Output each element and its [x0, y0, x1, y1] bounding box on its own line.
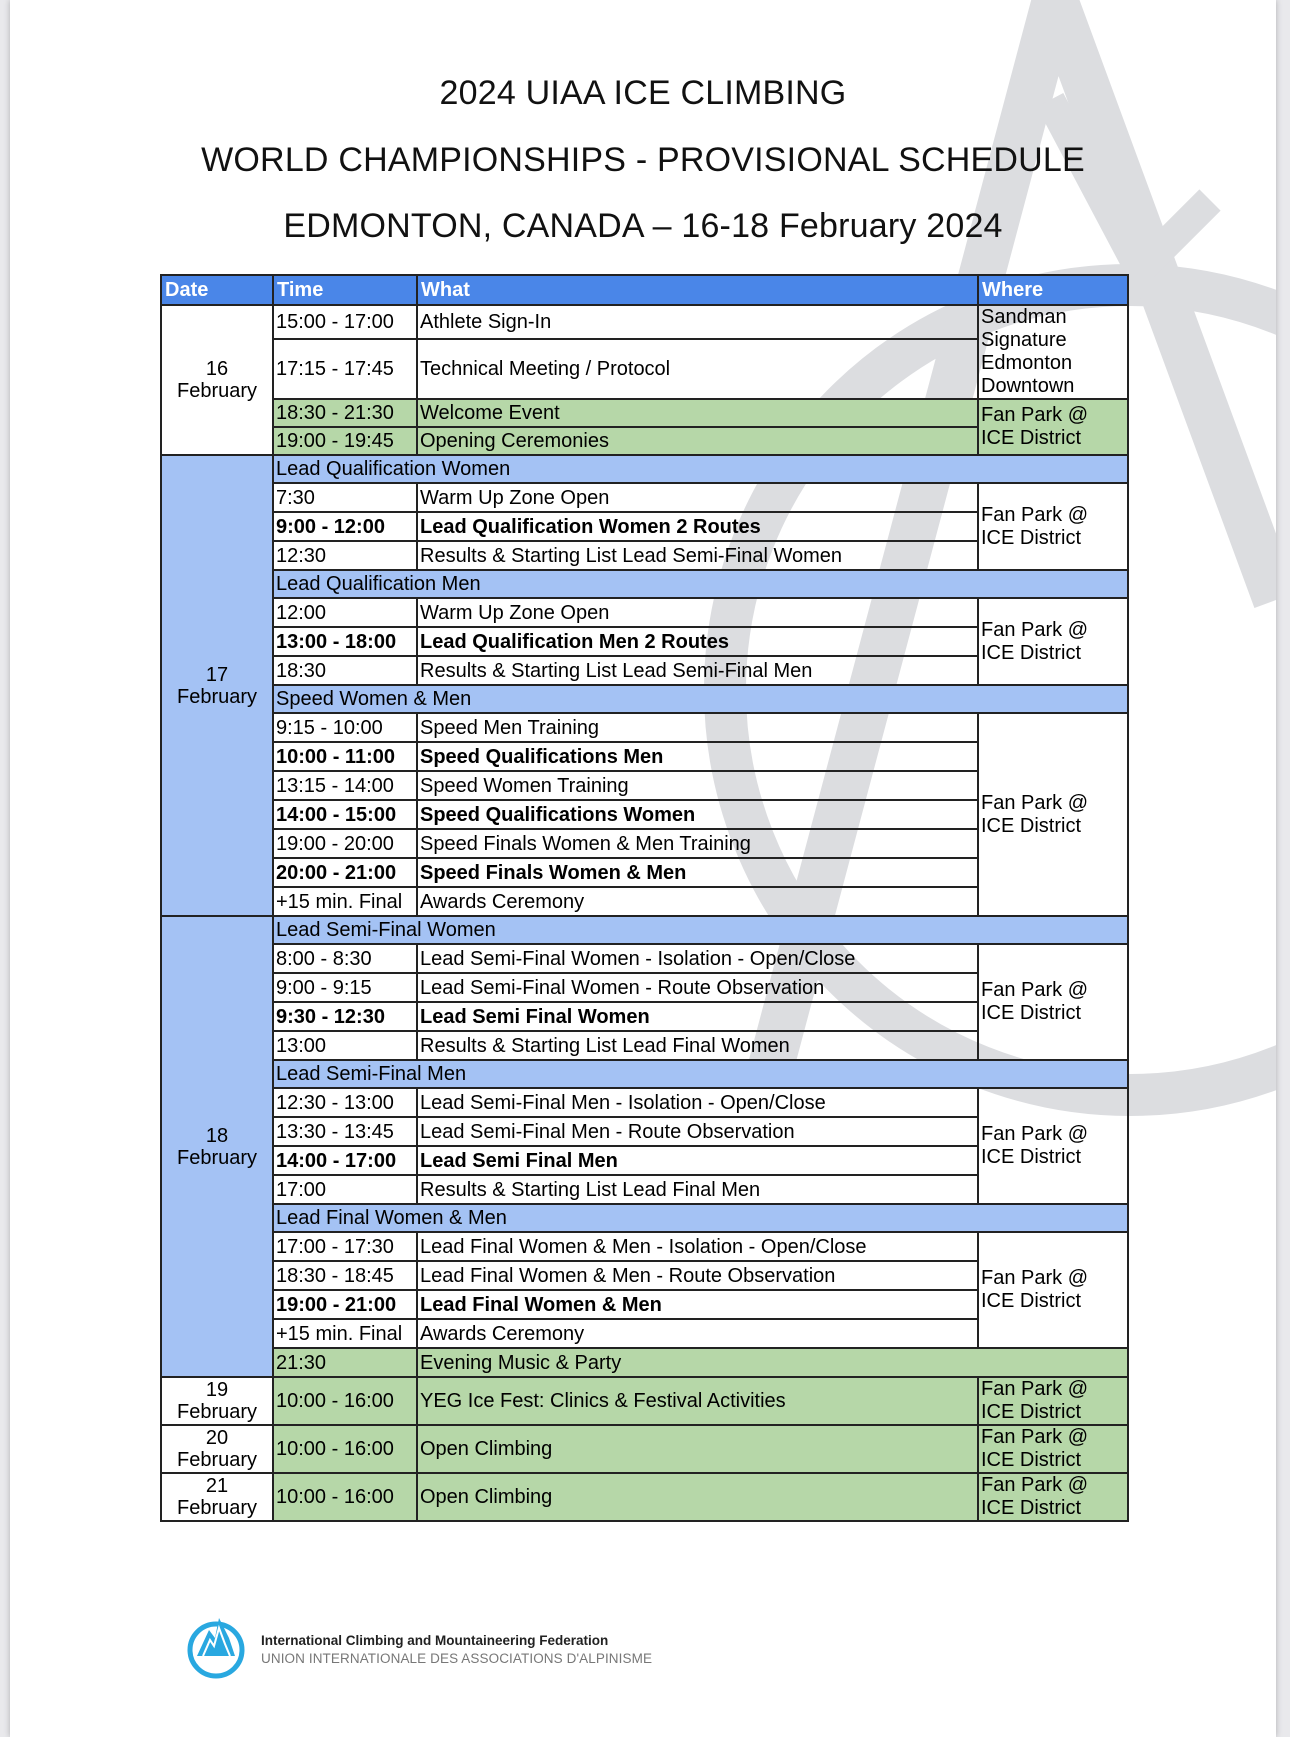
section-title: Lead Qualification Women: [273, 455, 1128, 483]
what-cell: Evening Music & Party: [417, 1348, 1128, 1377]
time-cell: 9:15 - 10:00: [273, 713, 417, 742]
what-cell: Lead Semi-Final Men - Route Observation: [417, 1117, 978, 1146]
date-cell: 21 February: [161, 1473, 273, 1521]
table-row: [161, 399, 1128, 427]
section-row: [161, 685, 1128, 713]
time-cell: 19:00 - 19:45: [273, 427, 417, 455]
time-cell: 19:00 - 21:00: [273, 1290, 417, 1319]
section-row: [161, 916, 1128, 944]
table-row: [161, 483, 1128, 512]
table-row: [161, 305, 1128, 339]
what-cell: Awards Ceremony: [417, 1319, 978, 1348]
table-row: [161, 1348, 1128, 1377]
date-cell: 19 February: [161, 1377, 273, 1425]
what-cell: Lead Semi Final Men: [417, 1146, 978, 1175]
what-cell: YEG Ice Fest: Clinics & Festival Activities: [417, 1377, 978, 1425]
what-cell: Technical Meeting / Protocol: [417, 339, 978, 399]
what-cell: Results & Starting List Lead Semi-Final Women: [417, 541, 978, 570]
time-cell: 15:00 - 17:00: [273, 305, 417, 339]
time-cell: 10:00 - 11:00: [273, 742, 417, 771]
time-cell: 20:00 - 21:00: [273, 858, 417, 887]
time-cell: 12:30: [273, 541, 417, 570]
time-cell: 14:00 - 17:00: [273, 1146, 417, 1175]
what-cell: Results & Starting List Lead Final Women: [417, 1031, 978, 1060]
time-cell: 9:30 - 12:30: [273, 1002, 417, 1031]
where-cell: Fan Park @ ICE District: [978, 598, 1128, 685]
where-cell: Fan Park @ ICE District: [978, 713, 1128, 916]
column-header-what: What: [417, 275, 978, 305]
where-cell: Fan Park @ ICE District: [978, 944, 1128, 1060]
time-cell: 10:00 - 16:00: [273, 1425, 417, 1473]
time-cell: 13:15 - 14:00: [273, 771, 417, 800]
time-cell: 10:00 - 16:00: [273, 1473, 417, 1521]
federation-footer: [185, 1610, 785, 1680]
time-cell: 18:30: [273, 656, 417, 685]
what-cell: Speed Qualifications Women: [417, 800, 978, 829]
what-cell: Speed Men Training: [417, 713, 978, 742]
where-cell: Sandman Signature Edmonton Downtown: [978, 305, 1128, 399]
column-header-time: Time: [273, 275, 417, 305]
section-title: Lead Final Women & Men: [273, 1204, 1128, 1232]
section-row: [161, 455, 1128, 483]
section-row: [161, 1204, 1128, 1232]
column-header-where: Where: [978, 275, 1128, 305]
time-cell: 13:00: [273, 1031, 417, 1060]
time-cell: 19:00 - 20:00: [273, 829, 417, 858]
time-cell: 18:30 - 18:45: [273, 1261, 417, 1290]
time-cell: 12:30 - 13:00: [273, 1088, 417, 1117]
time-cell: 17:00: [273, 1175, 417, 1204]
what-cell: Awards Ceremony: [417, 887, 978, 916]
time-cell: 8:00 - 8:30: [273, 944, 417, 973]
what-cell: Lead Final Women & Men - Isolation - Open/Close: [417, 1232, 978, 1261]
section-title: Lead Semi-Final Women: [273, 916, 1128, 944]
uiaa-mountain-logo-icon: [185, 1610, 247, 1680]
time-cell: 10:00 - 16:00: [273, 1377, 417, 1425]
what-cell: Athlete Sign-In: [417, 305, 978, 339]
what-cell: Open Climbing: [417, 1425, 978, 1473]
what-cell: Lead Semi-Final Men - Isolation - Open/Close: [417, 1088, 978, 1117]
time-cell: +15 min. Final: [273, 887, 417, 916]
title-line-1: 2024 UIAA ICE CLIMBING: [439, 74, 847, 112]
table-row: [161, 1232, 1128, 1261]
time-cell: 21:30: [273, 1348, 417, 1377]
time-cell: 9:00 - 12:00: [273, 512, 417, 541]
what-cell: Lead Qualification Women 2 Routes: [417, 512, 978, 541]
what-cell: Lead Final Women & Men: [417, 1290, 978, 1319]
what-cell: Lead Semi-Final Women - Route Observation: [417, 973, 978, 1002]
date-cell: 18 February: [161, 916, 273, 1377]
section-title: Lead Qualification Men: [273, 570, 1128, 598]
time-cell: 18:30 - 21:30: [273, 399, 417, 427]
schedule-table: [160, 274, 1129, 1522]
where-cell: Fan Park @ ICE District: [978, 1473, 1128, 1521]
time-cell: 12:00: [273, 598, 417, 627]
time-cell: 14:00 - 15:00: [273, 800, 417, 829]
what-cell: Speed Finals Women & Men: [417, 858, 978, 887]
where-cell: Fan Park @ ICE District: [978, 1377, 1128, 1425]
table-row: [161, 944, 1128, 973]
table-row: [161, 1088, 1128, 1117]
where-cell: Fan Park @ ICE District: [978, 1088, 1128, 1204]
what-cell: Speed Finals Women & Men Training: [417, 829, 978, 858]
time-cell: 13:00 - 18:00: [273, 627, 417, 656]
title-line-2: WORLD CHAMPIONSHIPS - PROVISIONAL SCHEDULE: [201, 141, 1085, 179]
table-row: [161, 1425, 1128, 1473]
table-row: [161, 1377, 1128, 1425]
what-cell: Speed Qualifications Men: [417, 742, 978, 771]
time-cell: 17:15 - 17:45: [273, 339, 417, 399]
section-row: [161, 570, 1128, 598]
what-cell: Welcome Event: [417, 399, 978, 427]
what-cell: Speed Women Training: [417, 771, 978, 800]
table-row: [161, 598, 1128, 627]
what-cell: Lead Qualification Men 2 Routes: [417, 627, 978, 656]
what-cell: Results & Starting List Lead Final Men: [417, 1175, 978, 1204]
table-header-row: [161, 275, 1128, 305]
what-cell: Lead Semi-Final Women - Isolation - Open/Close: [417, 944, 978, 973]
date-cell: 20 February: [161, 1425, 273, 1473]
what-cell: Results & Starting List Lead Semi-Final Men: [417, 656, 978, 685]
time-cell: +15 min. Final: [273, 1319, 417, 1348]
time-cell: 7:30: [273, 483, 417, 512]
where-cell: Fan Park @ ICE District: [978, 399, 1128, 455]
federation-name: International Climbing and Mountaineering Federation: [261, 1633, 609, 1648]
column-header-date: Date: [161, 275, 273, 305]
document-page: [10, 0, 1276, 1737]
time-cell: 13:30 - 13:45: [273, 1117, 417, 1146]
section-title: Lead Semi-Final Men: [273, 1060, 1128, 1088]
where-cell: Fan Park @ ICE District: [978, 1425, 1128, 1473]
section-title: Speed Women & Men: [273, 685, 1128, 713]
time-cell: 17:00 - 17:30: [273, 1232, 417, 1261]
date-cell: 16 February: [161, 305, 273, 455]
what-cell: Open Climbing: [417, 1473, 978, 1521]
table-row: [161, 713, 1128, 742]
what-cell: Opening Ceremonies: [417, 427, 978, 455]
what-cell: Lead Final Women & Men - Route Observation: [417, 1261, 978, 1290]
date-cell: 17 February: [161, 455, 273, 916]
where-cell: Fan Park @ ICE District: [978, 1232, 1128, 1348]
title-line-3: EDMONTON, CANADA – 16-18 February 2024: [283, 207, 1003, 245]
time-cell: 9:00 - 9:15: [273, 973, 417, 1002]
table-row: [161, 1473, 1128, 1521]
federation-name-french: UNION INTERNATIONALE DES ASSOCIATIONS D'ALPINISME: [261, 1651, 653, 1666]
where-cell: Fan Park @ ICE District: [978, 483, 1128, 570]
section-row: [161, 1060, 1128, 1088]
what-cell: Warm Up Zone Open: [417, 483, 978, 512]
what-cell: Lead Semi Final Women: [417, 1002, 978, 1031]
what-cell: Warm Up Zone Open: [417, 598, 978, 627]
